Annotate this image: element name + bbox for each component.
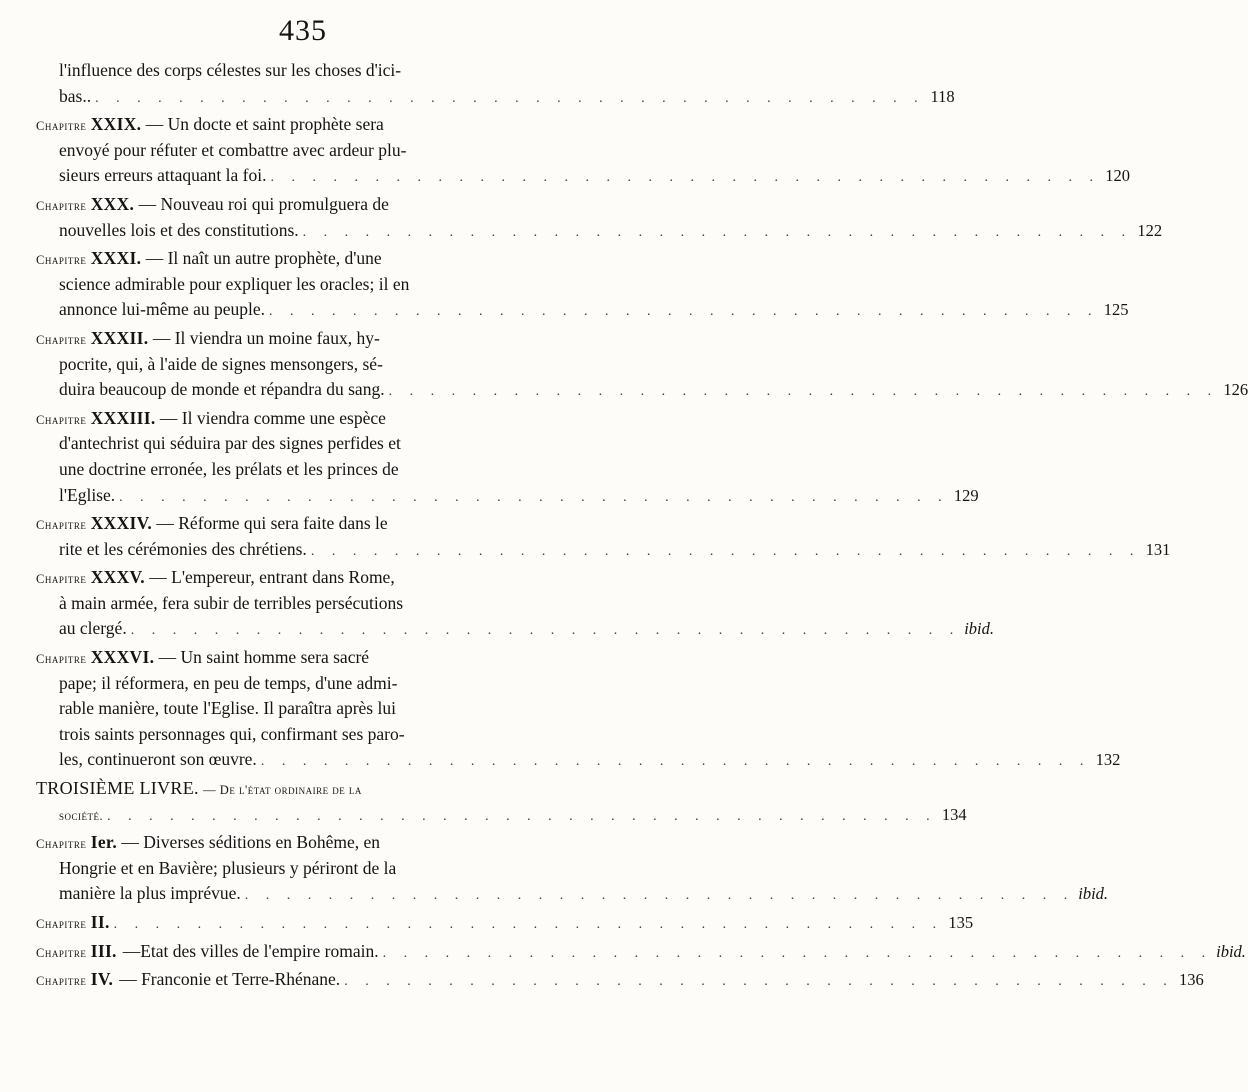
chapter-label: Chapitre [36, 332, 87, 347]
entry-text: au clergé. [59, 618, 127, 639]
page-ref: 126 [1223, 380, 1248, 400]
leader-dots: . . . . . . . . . . . . . . . . . . . . . . . . . . . . . . . . . . . . . . . . [310, 543, 1141, 559]
entry-text: bas.. [59, 85, 92, 106]
entry-first-line [36, 645, 530, 671]
entry-text-line: science admirable pour expliquer les oracles; il en [59, 273, 410, 294]
entry-first-line [36, 565, 530, 591]
leader-dots: . . . . . . . . . . . . . . . . . . . . . . . . . . . . . . . . . . . . . . . . [244, 888, 1075, 904]
entry-text: l'influence des corps célestes sur les choses d'ici- [59, 60, 402, 80]
entry-first-line [36, 406, 530, 432]
leader-dots: . . . . . . . . . . . . . . . . . . . . . . . . . . . . . . . . . . . . . . . . [302, 224, 1133, 240]
chapter-title: — Il viendra comme une espèce [159, 407, 386, 428]
chapter-label: Chapitre [36, 198, 87, 213]
chapter-title: — Diverses séditions en Bohême, en [121, 832, 380, 853]
page-ref: 129 [953, 485, 979, 505]
entry-text: annonce lui-même au peuple. [59, 299, 266, 320]
entry-text: l'Eglise. [59, 484, 116, 505]
entry-first-line [36, 112, 530, 138]
table-of-contents [36, 58, 1248, 996]
entry-first-line [36, 192, 530, 218]
entry-text-line: envoyé pour réfuter et combattre avec ardeur plu- [59, 139, 407, 160]
entry-text-line: une doctrine erronée, les prélats et les princes de [59, 458, 399, 479]
chapter-title: —Etat des villes de l'empire romain. [122, 940, 379, 961]
leader-dots: . . . . . . . . . . . . . . . . . . . . . . . . . . . . . . . . . . . . . . . . [269, 304, 1099, 320]
page-ref: 136 [1178, 970, 1204, 990]
leader-dots: . . . . . . . . . . . . . . . . . . . . . . . . . . . . . . . . . . . . . . . . [388, 384, 1219, 400]
chapter-entry [36, 511, 1171, 562]
entry-last-line [36, 537, 1171, 563]
chapter-title: — Nouveau roi qui promulguera de [138, 193, 389, 214]
entry-text-line: d'antechrist qui séduira par des signes perfides et [59, 433, 401, 454]
chapter-entry [36, 565, 994, 642]
entry-last-line [36, 802, 967, 828]
page-ref: 122 [1137, 220, 1163, 240]
chapter-number: XXXII. [90, 327, 149, 348]
entry-last-line [36, 218, 1163, 244]
chapter-entry [36, 112, 1130, 189]
entry-first-line [36, 776, 530, 802]
chapter-title: — Un saint homme sera sacré [158, 647, 370, 668]
leader-dots: . . . . . . . . . . . . . . . . . . . . . . . . . . . . . . . . . . . . . . . . [344, 974, 1174, 990]
entry-text-line: pape; il réformera, en peu de temps, d'une admi- [59, 672, 398, 693]
chapter-entry [36, 830, 1109, 907]
leader-dots: . . . . . . . . . . . . . . . . . . . . . . . . . . . . . . . . . . . . . . . . [119, 489, 949, 505]
chapter-line [36, 967, 1204, 993]
book-entry [36, 776, 967, 827]
chapter-title: — Un docte et saint prophète sera [145, 114, 384, 135]
chapter-heading [36, 939, 117, 967]
chapter-number: III. [90, 940, 117, 961]
chapter-number: XXIX. [90, 114, 142, 135]
entry-last-line [36, 377, 1248, 403]
entry-last-line [36, 297, 1129, 323]
entry-first-line [36, 326, 530, 352]
chapter-number: XXXI. [90, 248, 142, 269]
leader-dots: . . . . . . . . . . . . . . . . . . . . . . . . . . . . . . . . . . . . . . . . [260, 754, 1091, 770]
page-ref: 131 [1145, 539, 1171, 559]
page-ref: ibid. [1078, 884, 1109, 904]
entry-text: manière la plus imprévue. [59, 883, 241, 904]
continuation-entry [36, 58, 955, 109]
chapter-title: — Il viendra un moine faux, hy- [152, 327, 380, 348]
page-ref: 125 [1103, 300, 1129, 320]
leader-dots: . . . . . . . . . . . . . . . . . . . . . . . . . . . . . . . . . . . . . . . . [107, 808, 937, 824]
chapter-line [36, 910, 974, 936]
leader-dots: . . . . . . . . . . . . . . . . . . . . . . . . . . . . . . . . . . . . . . . . [95, 90, 925, 106]
entry-last-line [36, 84, 955, 110]
chapter-label: Chapitre [36, 572, 87, 587]
entry-text-line: Hongrie et en Bavière; plusieurs y périront de la [59, 857, 397, 878]
chapter-label: Chapitre [36, 837, 87, 852]
chapter-label: Chapitre [36, 119, 87, 134]
entry-text: duira beaucoup de monde et répandra du sang. [59, 379, 385, 400]
entry-last-line [36, 747, 1121, 773]
entry-text: société. [59, 808, 104, 823]
leader-dots: . . . . . . . . . . . . . . . . . . . . . . . . . . . . . . . . . . . . . . . . [130, 623, 961, 639]
leader-dots: . . . . . . . . . . . . . . . . . . . . . . . . . . . . . . . . . . . . . . . . [270, 170, 1100, 186]
entry-first-line [36, 58, 530, 84]
page-number: 435 [279, 14, 327, 47]
chapter-entry [36, 910, 974, 936]
entry-text-line: trois saints personnages qui, confirmant ses paro- [59, 723, 405, 744]
page-ref: 135 [948, 913, 974, 932]
chapter-number: XXX. [90, 193, 135, 214]
page-ref: 118 [930, 86, 955, 106]
chapter-label: Chapitre [36, 652, 87, 667]
chapter-label: Chapitre [36, 412, 87, 427]
entry-text: nouvelles lois et des constitutions. [59, 219, 299, 240]
chapter-entry [36, 939, 1246, 965]
entry-last-line [36, 881, 1109, 907]
leader-dots: . . . . . . . . . . . . . . . . . . . . . . . . . . . . . . . . . . . . . . . . [113, 917, 944, 932]
chapter-title: — Franconie et Terre-Rhénane. [119, 969, 341, 990]
chapter-entry [36, 645, 1121, 773]
page-ref: ibid. [1216, 941, 1246, 961]
entry-first-line [36, 246, 530, 272]
chapter-line [36, 939, 1246, 965]
page-ref: 134 [941, 804, 967, 824]
chapter-label: Chapitre [36, 917, 87, 931]
entry-text: sieurs erreurs attaquant la foi. [59, 165, 267, 186]
entry-text-line: rable manière, toute l'Eglise. Il paraîtra après lui [59, 698, 396, 719]
chapter-entry [36, 192, 1163, 243]
chapter-heading [36, 910, 110, 938]
chapter-entry [36, 406, 979, 508]
entry-text-line: pocrite, qui, à l'aide de signes mensongers, sé- [59, 353, 383, 374]
chapter-number: IV. [90, 969, 114, 990]
chapter-entry [36, 967, 1204, 993]
book-title: TROISIÈME LIVRE. [36, 778, 199, 799]
page-ref: ibid. [964, 619, 994, 639]
chapter-label: Chapitre [36, 253, 87, 268]
chapter-title: — L'empereur, entrant dans Rome, [149, 567, 395, 588]
entry-first-line [36, 511, 530, 537]
entry-last-line [36, 163, 1130, 189]
chapter-number: II. [90, 912, 110, 932]
chapter-number: XXXIII. [90, 407, 156, 428]
chapter-entry [36, 326, 1248, 403]
entry-first-line [36, 830, 530, 856]
entry-last-line [36, 483, 979, 509]
entry-text: rite et les cérémonies des chrétiens. [59, 538, 307, 559]
chapter-label: Chapitre [36, 518, 87, 533]
chapter-title: — Il naît un autre prophète, d'une [145, 248, 382, 269]
book-subtitle: — De l'état ordinaire de la [203, 783, 362, 798]
chapter-label: Chapitre [36, 974, 87, 989]
chapter-title: — Réforme qui sera faite dans le [156, 513, 388, 534]
page-ref: 120 [1105, 166, 1130, 186]
page-ref: 132 [1095, 750, 1121, 770]
entry-text: les, continueront son œuvre. [59, 749, 257, 770]
chapter-heading [36, 967, 113, 995]
entry-last-line [36, 616, 994, 642]
chapter-number: XXXIV. [90, 513, 152, 534]
entry-text-line: à main armée, fera subir de terribles persécutions [59, 592, 404, 613]
chapter-label: Chapitre [36, 945, 87, 960]
chapter-number: Ier. [90, 832, 118, 853]
leader-dots: . . . . . . . . . . . . . . . . . . . . . . . . . . . . . . . . . . . . . . . . [382, 945, 1213, 961]
chapter-entry [36, 246, 1129, 323]
chapter-number: XXXV. [90, 567, 145, 588]
chapter-number: XXXVI. [90, 647, 155, 668]
